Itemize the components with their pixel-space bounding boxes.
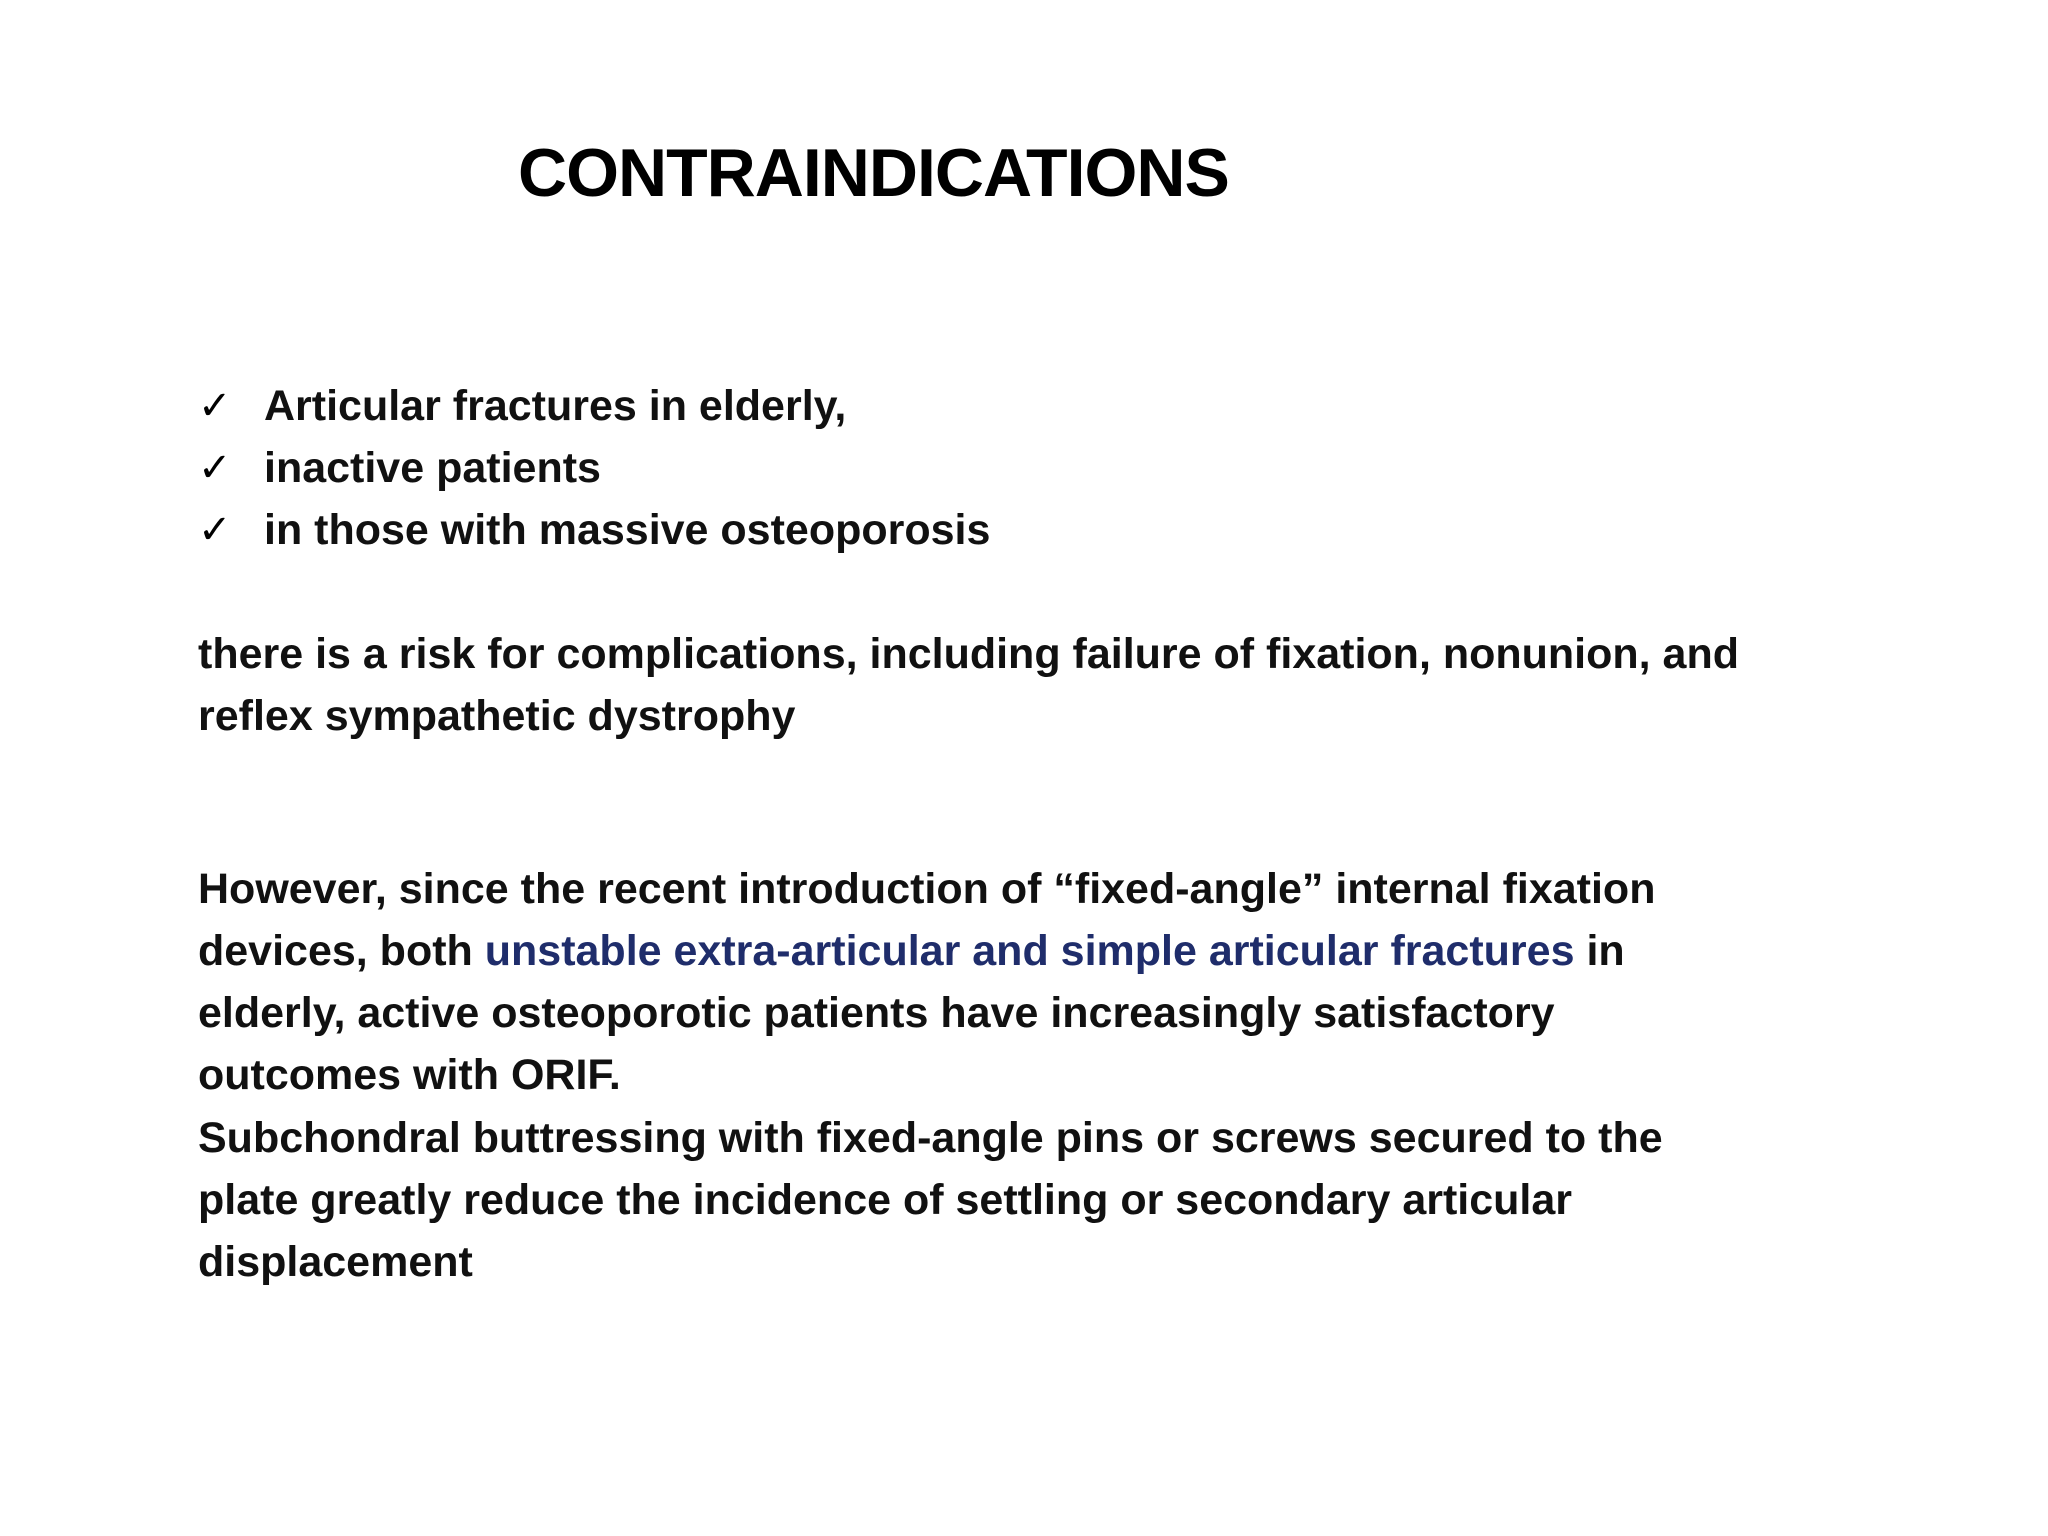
list-item [198, 499, 990, 561]
contraindication-list [198, 375, 990, 561]
subchondral-paragraph: Subchondral buttressing with fixed-angle pins or screws secured to the plate greatly reduce the incidence of settling or secondary articular displacement [198, 1114, 1663, 1286]
highlighted-fracture-types: unstable extra-articular and simple articular fractures [484, 927, 1575, 975]
list-item [198, 437, 990, 499]
list-item [198, 375, 990, 437]
check-icon: ✓ [198, 446, 232, 490]
check-icon: ✓ [198, 384, 232, 428]
list-item-text: Articular fractures in elderly, [264, 382, 847, 430]
paragraph-text-after: in elderly, active osteoporotic patients have increasingly satisfactory outcomes with ORIF. [198, 927, 1625, 1099]
slide-title: CONTRAINDICATIONS [518, 135, 1229, 211]
risk-paragraph: there is a risk for complications, including failure of fixation, nonunion, and reflex sympathetic dystrophy [198, 630, 1739, 740]
list-item-text: in those with massive osteoporosis [264, 506, 991, 554]
check-icon: ✓ [198, 508, 232, 552]
list-item-text: inactive patients [264, 444, 601, 492]
fixed-angle-paragraph [198, 858, 1768, 1106]
paragraph-text-before: However, since the recent introduction of “fixed-angle” internal fixation devices, both [198, 865, 1656, 975]
